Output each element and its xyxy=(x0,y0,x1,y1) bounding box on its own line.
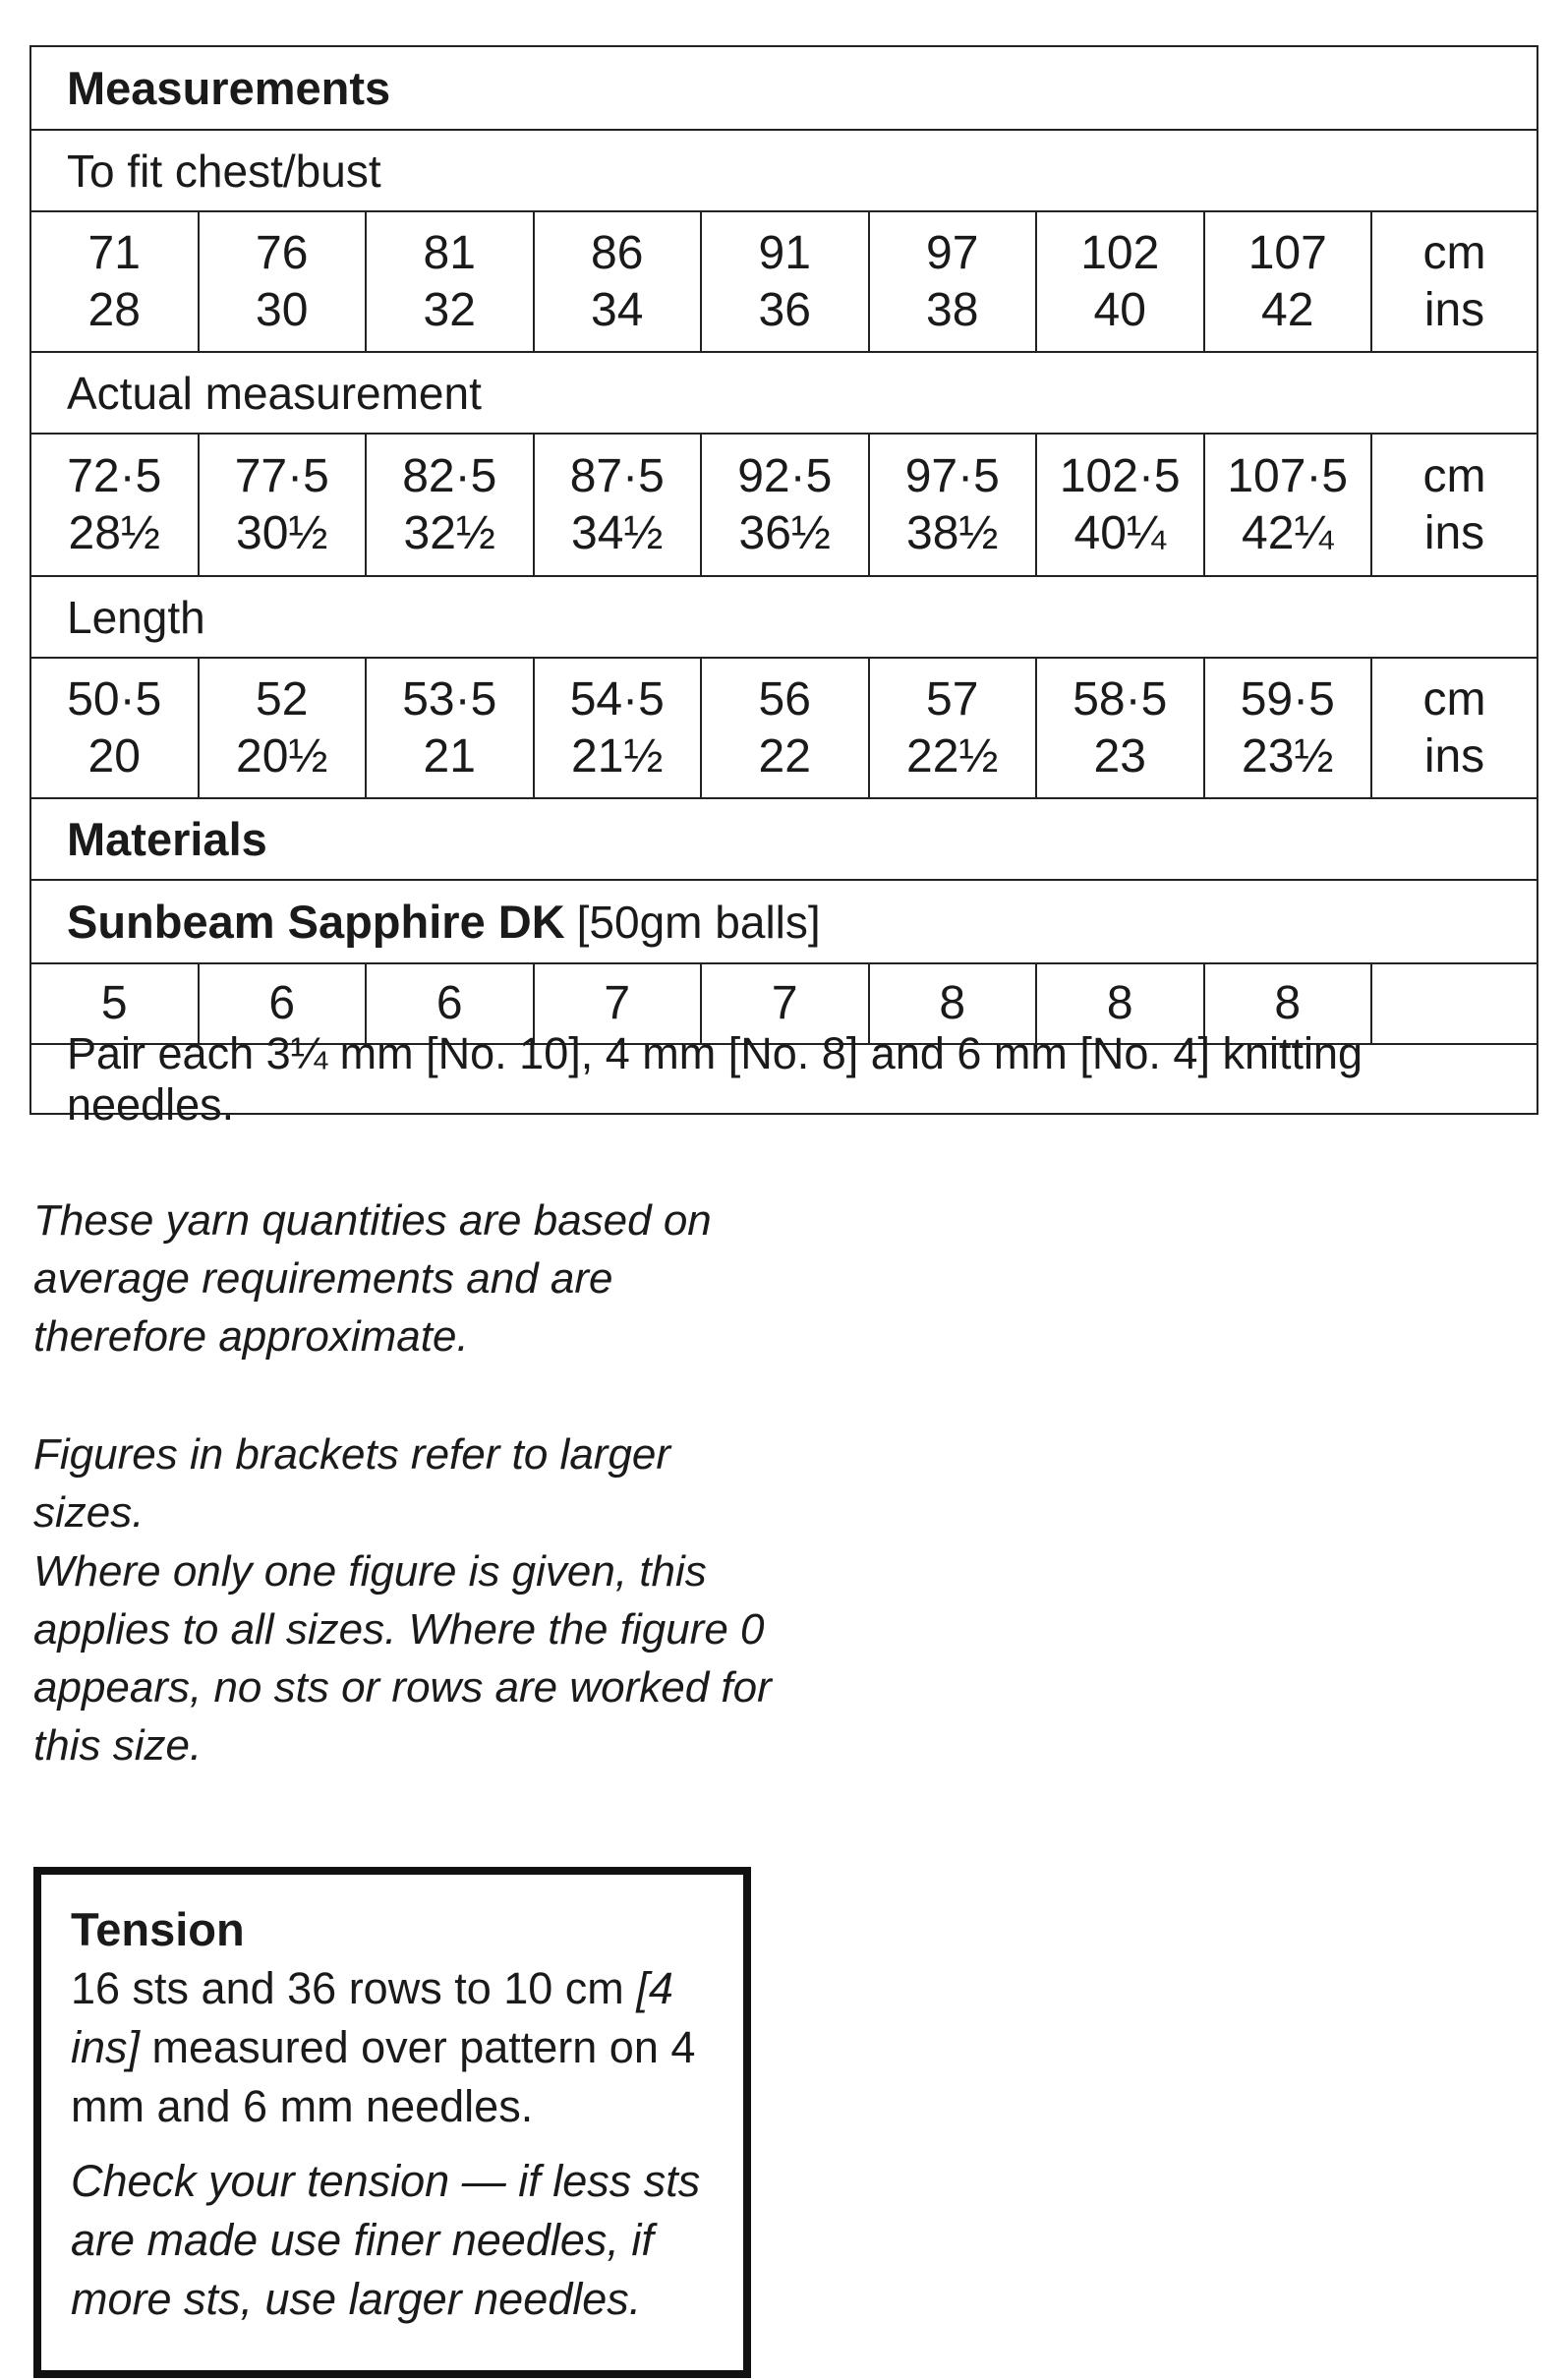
chest-cm-value: 97 xyxy=(926,226,979,279)
chest-cell xyxy=(1205,212,1373,351)
chest-cell xyxy=(367,212,535,351)
balls-cm-value: 8 xyxy=(939,977,966,1029)
measurements-table xyxy=(29,45,1538,1130)
materials-title: Materials xyxy=(67,813,267,865)
needles-row xyxy=(31,1027,1537,1130)
actual-in-value: 34½ xyxy=(571,506,664,559)
actual-cell xyxy=(367,435,535,575)
chest-label: To fit chest/bust xyxy=(67,145,381,197)
length-cm-value: 54·5 xyxy=(569,672,665,726)
materials-heading xyxy=(31,799,1537,881)
actual-in-value: 32½ xyxy=(403,506,495,559)
actual-cell xyxy=(535,435,703,575)
chest-in-value: 30 xyxy=(256,283,309,336)
actual-cm-value: 77·5 xyxy=(234,449,329,502)
chest-cell xyxy=(870,212,1038,351)
tension-body xyxy=(71,1959,714,2136)
length-cell xyxy=(200,659,368,797)
length-in-value: 20½ xyxy=(236,729,328,783)
chest-cm-value: 91 xyxy=(758,226,811,279)
note-brackets xyxy=(33,1425,781,1541)
tension-rest: measured over pattern on 4 mm and 6 mm needles. xyxy=(71,2022,696,2131)
chest-cm-value: 86 xyxy=(591,226,644,279)
actual-cm-value: 102·5 xyxy=(1059,449,1181,502)
chest-in-value: 38 xyxy=(926,283,979,336)
length-cm-value: 59·5 xyxy=(1240,672,1335,726)
chest-in-value: 34 xyxy=(591,283,644,336)
chest-unit-cell xyxy=(1372,212,1537,351)
chest-cm-value: 102 xyxy=(1080,226,1160,279)
yarn-name: Sunbeam Sapphire DK xyxy=(67,896,565,948)
actual-in-value: 38½ xyxy=(906,506,999,559)
chest-in-value: 42 xyxy=(1261,283,1314,336)
length-cm-value: 56 xyxy=(758,672,811,726)
length-in-value: 21 xyxy=(423,729,476,783)
actual-cell xyxy=(1205,435,1373,575)
chest-in-value: 28 xyxy=(87,283,141,336)
length-cell xyxy=(1037,659,1205,797)
chest-cm-value: 76 xyxy=(256,226,309,279)
length-in-value: 22½ xyxy=(906,729,999,783)
note-yarn-quantities xyxy=(33,1191,781,1365)
chest-cm-value: 81 xyxy=(423,226,476,279)
length-unit-cell xyxy=(1372,659,1537,797)
length-label-row xyxy=(31,577,1537,659)
chest-grid xyxy=(31,212,1537,351)
length-grid xyxy=(31,659,1537,797)
chest-cell xyxy=(200,212,368,351)
length-cell xyxy=(31,659,200,797)
actual-in-value: 40¼ xyxy=(1073,506,1166,559)
tension-inches: [4 ins] xyxy=(71,1963,673,2072)
balls-cm-value: 6 xyxy=(268,977,296,1029)
length-cm-value: 58·5 xyxy=(1073,672,1168,726)
balls-cm-value: 8 xyxy=(1106,977,1133,1029)
length-cell xyxy=(702,659,870,797)
yarn-row xyxy=(31,881,1537,964)
yarn-unit: [50gm balls] xyxy=(576,896,821,948)
chest-label-row xyxy=(31,131,1537,212)
note-one-figure-text: Where only one figure is given, this applies to all sizes. Where the figure 0 appears, no sts or rows are worked for this size. xyxy=(33,1547,772,1770)
length-in-value: 20 xyxy=(87,729,141,783)
note-brackets-text: Figures in brackets refer to larger sizes. xyxy=(33,1430,671,1537)
note-one-figure xyxy=(33,1542,781,1774)
unit-in-label: ins xyxy=(1423,729,1485,783)
length-in-value: 23 xyxy=(1093,729,1146,783)
actual-cell xyxy=(200,435,368,575)
measurements-heading xyxy=(31,47,1537,131)
length-in-value: 22 xyxy=(758,729,811,783)
actual-cm-value: 87·5 xyxy=(569,449,665,502)
tension-title: Tension xyxy=(71,1903,245,1955)
actual-cm-value: 107·5 xyxy=(1227,449,1349,502)
chest-in-value: 36 xyxy=(758,283,811,336)
unit-cm-label: cm xyxy=(1422,672,1486,726)
actual-label-row xyxy=(31,353,1537,435)
chest-in-value: 40 xyxy=(1093,283,1146,336)
actual-unit-cell xyxy=(1372,435,1537,575)
actual-in-value: 28½ xyxy=(68,506,160,559)
length-cm-value: 52 xyxy=(256,672,309,726)
actual-in-value: 42¼ xyxy=(1242,506,1334,559)
balls-cm-value: 7 xyxy=(604,977,631,1029)
length-in-value: 21½ xyxy=(571,729,664,783)
length-cm-value: 57 xyxy=(926,672,979,726)
measurements-title: Measurements xyxy=(67,62,391,114)
tension-check: Check your tension — if less sts are made use finer needles, if more sts, use larger needles. xyxy=(71,2156,701,2324)
actual-values-row xyxy=(31,435,1537,577)
unit-in-label: ins xyxy=(1423,506,1485,559)
chest-cm-value: 71 xyxy=(87,226,141,279)
length-cell xyxy=(870,659,1038,797)
actual-in-value: 36½ xyxy=(738,506,831,559)
length-cm-value: 53·5 xyxy=(402,672,497,726)
chest-in-value: 32 xyxy=(423,283,476,336)
unit-cm-label: cm xyxy=(1422,449,1486,502)
actual-in-value: 30½ xyxy=(236,506,328,559)
actual-cm-value: 92·5 xyxy=(737,449,833,502)
chest-cell xyxy=(535,212,703,351)
actual-grid xyxy=(31,435,1537,575)
length-cell xyxy=(535,659,703,797)
length-label: Length xyxy=(67,591,205,643)
length-values-row xyxy=(31,659,1537,799)
chest-cm-value: 107 xyxy=(1247,226,1327,279)
actual-cm-value: 72·5 xyxy=(67,449,162,502)
note-yarn-quantities-text: These yarn quantities are based on average requirements and are therefore approximate. xyxy=(33,1196,712,1361)
actual-cell xyxy=(870,435,1038,575)
actual-cell xyxy=(1037,435,1205,575)
actual-cell xyxy=(31,435,200,575)
length-cell xyxy=(367,659,535,797)
unit-cm-label: cm xyxy=(1422,226,1486,279)
actual-cm-value: 97·5 xyxy=(904,449,1000,502)
length-cm-value: 50·5 xyxy=(67,672,162,726)
balls-cm-value: 8 xyxy=(1274,977,1302,1029)
actual-cm-value: 82·5 xyxy=(402,449,497,502)
actual-cell xyxy=(702,435,870,575)
length-cell xyxy=(1205,659,1373,797)
tension-main: 16 sts and 36 rows to 10 cm xyxy=(71,1963,624,2013)
length-in-value: 23½ xyxy=(1242,729,1334,783)
needles-text: Pair each 3¼ mm [No. 10], 4 mm [No. 8] and 6 mm [No. 4] knitting needles. xyxy=(67,1027,1363,1130)
balls-cm-value: 6 xyxy=(435,977,463,1029)
tension-box xyxy=(33,1867,751,2378)
chest-cell xyxy=(702,212,870,351)
actual-label: Actual measurement xyxy=(67,367,482,419)
chest-values-row xyxy=(31,212,1537,353)
balls-cm-value: 7 xyxy=(771,977,798,1029)
yarn-label xyxy=(31,881,1537,962)
chest-cell xyxy=(31,212,200,351)
unit-in-label: ins xyxy=(1423,283,1485,336)
balls-cm-value: 5 xyxy=(100,977,128,1029)
chest-cell xyxy=(1037,212,1205,351)
